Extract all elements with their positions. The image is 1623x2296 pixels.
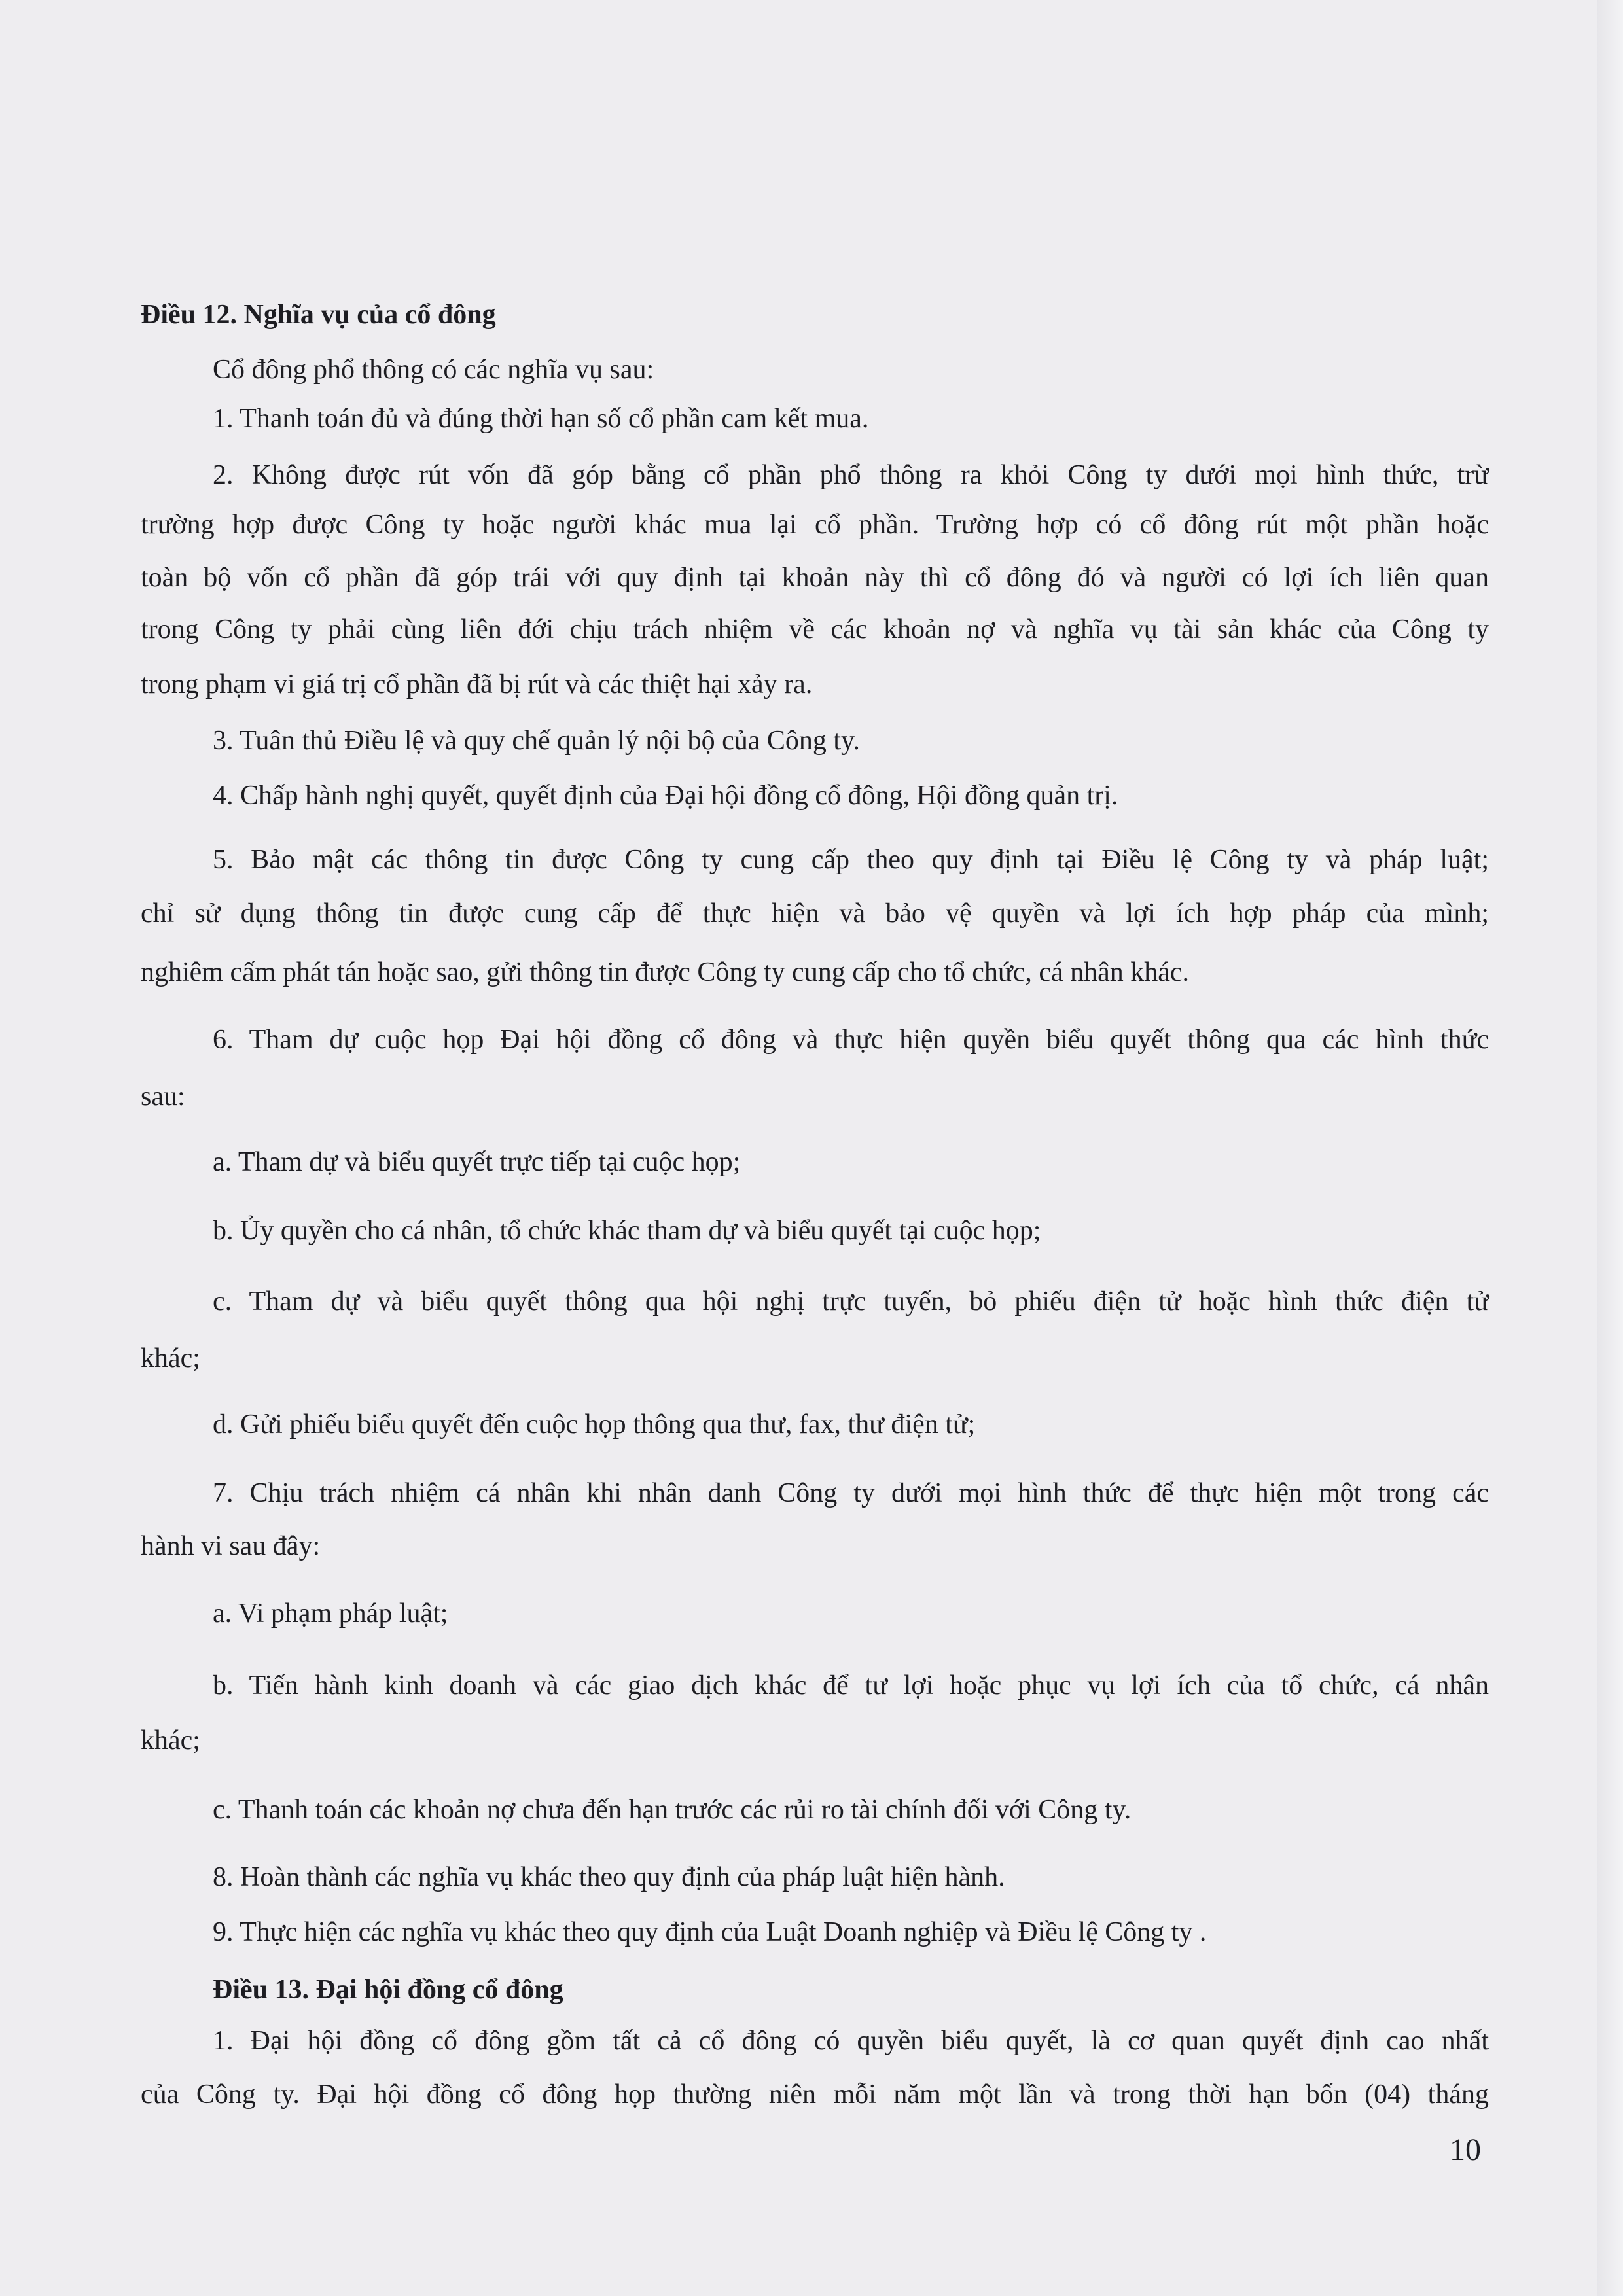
article-12-heading: Điều 12. Nghĩa vụ của cổ đông	[141, 300, 496, 330]
paragraph-line: 2. Không được rút vốn đã góp bằng cổ phần phổ thông ra khỏi Công ty dưới mọi hình thức, trừ	[213, 460, 1489, 490]
paragraph-line: hành vi sau đây:	[141, 1531, 321, 1561]
paragraph-line: 1. Thanh toán đủ và đúng thời hạn số cổ phần cam kết mua.	[213, 404, 869, 434]
paragraph-line: Cổ đông phổ thông có các nghĩa vụ sau:	[213, 355, 654, 385]
paragraph-line: khác;	[141, 1343, 200, 1373]
paragraph-line: sau:	[141, 1082, 185, 1112]
paragraph-line: 3. Tuân thủ Điều lệ và quy chế quản lý nội bộ của Công ty.	[213, 726, 860, 756]
paragraph-line: c. Tham dự và biểu quyết thông qua hội nghị trực tuyến, bỏ phiếu điện tử hoặc hình thức điện tử	[213, 1286, 1489, 1316]
paragraph-line: nghiêm cấm phát tán hoặc sao, gửi thông tin được Công ty cung cấp cho tổ chức, cá nhân khác.	[141, 957, 1190, 987]
paragraph-line: chỉ sử dụng thông tin được cung cấp để thực hiện và bảo vệ quyền và lợi ích hợp pháp của mình;	[141, 898, 1489, 928]
paragraph-line: trường hợp được Công ty hoặc người khác mua lại cổ phần. Trường hợp có cổ đông rút một phần hoặc	[141, 510, 1489, 540]
paragraph-line: trong Công ty phải cùng liên đới chịu trách nhiệm về các khoản nợ và nghĩa vụ tài sản khác của Công ty	[141, 614, 1489, 645]
paragraph-line: 6. Tham dự cuộc họp Đại hội đồng cổ đông và thực hiện quyền biểu quyết thông qua các hình thức	[213, 1025, 1489, 1055]
paragraph-line: d. Gửi phiếu biểu quyết đến cuộc họp thông qua thư, fax, thư điện tử;	[213, 1409, 976, 1439]
paragraph-line: c. Thanh toán các khoản nợ chưa đến hạn trước các rủi ro tài chính đối với Công ty.	[213, 1795, 1132, 1825]
page-number: 10	[1450, 2132, 1481, 2167]
paragraph-line: của Công ty. Đại hội đồng cổ đông họp thường niên mỗi năm một lần và trong thời hạn bốn (04) tháng	[141, 2079, 1489, 2110]
paragraph-line: toàn bộ vốn cổ phần đã góp trái với quy định tại khoản này thì cổ đông đó và người có lợi ích liên quan	[141, 563, 1489, 593]
paragraph-line: a. Tham dự và biểu quyết trực tiếp tại cuộc họp;	[213, 1147, 741, 1177]
paragraph-line: a. Vi phạm pháp luật;	[213, 1598, 448, 1629]
paragraph-line: 7. Chịu trách nhiệm cá nhân khi nhân danh Công ty dưới mọi hình thức để thực hiện một trong các	[213, 1478, 1489, 1508]
paragraph-line: b. Ủy quyền cho cá nhân, tổ chức khác tham dự và biểu quyết tại cuộc họp;	[213, 1216, 1041, 1246]
paragraph-line: b. Tiến hành kinh doanh và các giao dịch khác để tư lợi hoặc phục vụ lợi ích của tổ chức, cá nhân	[213, 1670, 1489, 1701]
paragraph-line: 1. Đại hội đồng cổ đông gồm tất cả cổ đông có quyền biểu quyết, là cơ quan quyết định cao nhất	[213, 2026, 1489, 2056]
page-edge	[1597, 0, 1623, 2296]
paragraph-line: trong phạm vi giá trị cổ phần đã bị rút và các thiệt hại xảy ra.	[141, 669, 813, 699]
paragraph-line: 9. Thực hiện các nghĩa vụ khác theo quy định của Luật Doanh nghiệp và Điều lệ Công ty .	[213, 1917, 1207, 1947]
paragraph-line: 5. Bảo mật các thông tin được Công ty cung cấp theo quy định tại Điều lệ Công ty và pháp luật;	[213, 845, 1489, 875]
article-13-heading: Điều 13. Đại hội đồng cổ đông	[213, 1975, 563, 2005]
paragraph-line: khác;	[141, 1725, 200, 1756]
paragraph-line: 8. Hoàn thành các nghĩa vụ khác theo quy định của pháp luật hiện hành.	[213, 1862, 1005, 1892]
paragraph-line: 4. Chấp hành nghị quyết, quyết định của Đại hội đồng cổ đông, Hội đồng quản trị.	[213, 781, 1118, 811]
